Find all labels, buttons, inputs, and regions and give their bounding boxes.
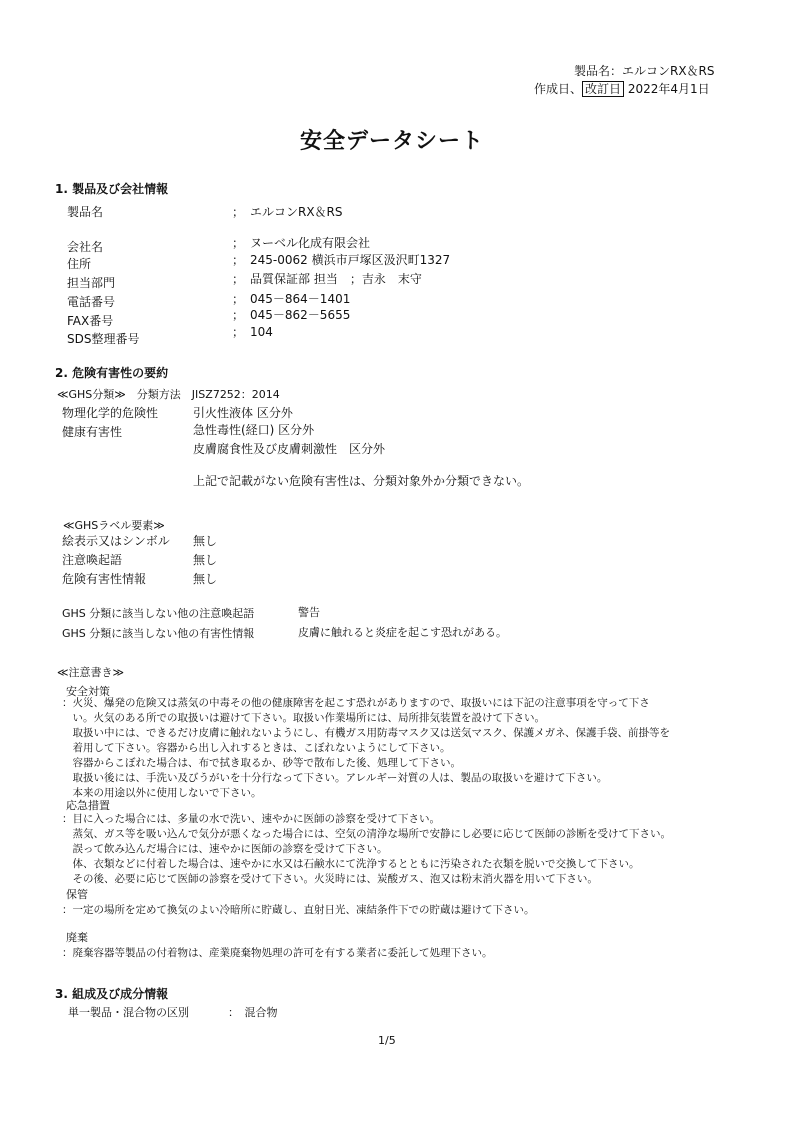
other-label: GHS 分類に該当しない他の有害性情報 [62,627,255,640]
info-value: ； 104 [232,325,273,339]
disposal-text: ：廃棄容器等製品の付着物は、産業廃棄物処理の許可を有する業者に委託して処理下さい。 [62,947,493,959]
storage-title: 保管 [66,888,88,901]
ghs-label-heading: ≪GHSラベル要素≫ [63,519,165,532]
label-element-value: 無し [193,553,218,567]
text-line: 取扱い後には、手洗い及びうがいを十分行なって下さい。アレルギー対質の人は、製品の取扱いを避けて下さい。 [62,772,608,784]
text-line: ：目に入った場合には、多量の水で洗い、速やかに医師の診察を受けて下さい。 [62,813,440,825]
info-value: ； 245-0062 横浜市戸塚区汲沢町1327 [232,253,451,267]
text-line: ：火災、爆発の危険又は蒸気の中毒その他の健康障害を起こす恐れがありますので、取扱いには下記の注意事項を守って下さ [62,697,650,709]
created-label: 作成日、 [534,82,583,96]
text-line: 蒸気、ガス等を吸い込んで気分が悪くなった場合には、空気の清浄な場所で安静にし必要に応じて医師の診断を受けて下さい。 [62,828,671,840]
health-hazard-label: 健康有害性 [62,425,123,439]
safety-title: 安全対策 [66,685,110,698]
classification-note: 上記で記載がない危険有害性は、分類対象外か分類できない。 [193,474,530,488]
health-hazard-value: 皮膚腐食性及び皮膚刺激性 区分外 [193,442,386,456]
text-line: 容器からこぼれた場合は、布で拭き取るか、砂等で散布した後、処理して下さい。 [62,757,461,769]
info-label: 会社名 [67,240,104,254]
safety-measures [62,696,670,801]
info-value: ； エルコンRX＆RS [232,205,343,219]
text-line: 取扱い中には、できるだけ皮膚に触れないようにし、有機ガス用防毒マスク又は送気マスク、保護メガネ、保護手袋、前掛等を [62,727,670,739]
info-label: FAX番号 [67,314,114,328]
precautions-heading: ≪注意書き≫ [57,666,125,679]
other-value: 警告 [298,606,320,619]
other-label: GHS 分類に該当しない他の注意喚起語 [62,607,255,620]
label-element-label: 注意喚起語 [62,553,123,567]
date-value: 2022年4月1日 [627,82,710,96]
info-value: ； 045－864－1401 [232,292,351,306]
substance-type-value: ： 混合物 [228,1006,278,1019]
substance-type-label: 単一製品・混合物の区別 [68,1006,189,1019]
info-label: 電話番号 [67,295,116,309]
first-aid-measures [62,812,671,887]
info-value: ； ヌーベル化成有限会社 [232,236,371,250]
section3-heading: 3. 組成及び成分情報 [55,987,169,1001]
info-value: ； 品質保証部 担当 ；吉永 末守 [232,272,422,286]
storage-text: ：一定の場所を定めて換気のよい冷暗所に貯蔵し、直射日光、凍結条件下での貯蔵は避けて下さい。 [62,904,535,916]
text-line: 本来の用途以外に使用しないで下さい。 [62,787,262,799]
document-title: 安全データシート [300,129,485,154]
text-line: い。火気のある所での取扱いは避けて下さい。取扱い作業場所には、局所排気装置を設けて下さい。 [62,712,545,724]
health-hazard-value: 急性毒性(経口) 区分外 [193,423,315,437]
first-aid-title: 応急措置 [66,799,110,812]
info-value: ； 045－862－5655 [232,308,351,322]
label-element-label: 危険有害性情報 [62,572,147,586]
revised-label: 改訂日 [582,81,624,97]
product-name-header: 製品名：エルコンRX＆RS [574,64,715,78]
label-element-value: 無し [193,534,218,548]
page-number: 1/5 [378,1034,396,1047]
other-value: 皮膚に触れると炎症を起こす恐れがある。 [298,626,507,639]
info-label: 担当部門 [67,276,116,290]
text-line: 着用して下さい。容器から出し入れするときは、こぼれないようにして下さい。 [62,742,451,754]
info-label: 製品名 [67,205,104,219]
text-line: 体、衣類などに付着した場合は、速やかに水又は石鹸水にて洗浄するとともに汚染された衣類を脱いで交換して下さい。 [62,858,640,870]
section2-heading: 2. 危険有害性の要約 [55,366,169,380]
info-label: 住所 [67,257,92,271]
physical-hazard-label: 物理化学的危険性 [62,406,159,420]
text-line: その後、必要に応じて医師の診察を受けて下さい。火災時には、炭酸ガス、泡又は粉末消火器を用いて下さい。 [62,873,598,885]
ghs-classification: ≪GHS分類≫ 分類方法 JISZ7252：2014 [57,388,280,401]
info-label: SDS整理番号 [67,332,140,346]
label-element-value: 無し [193,572,218,586]
label-element-label: 絵表示又はシンボル [62,534,170,548]
disposal-title: 廃棄 [66,931,88,944]
text-line: 誤って飲み込んだ場合には、速やかに医師の診察を受けて下さい。 [62,843,388,855]
date-line [534,80,710,97]
physical-hazard-value: 引火性液体 区分外 [193,406,293,420]
section1-heading: 1. 製品及び会社情報 [55,182,169,196]
